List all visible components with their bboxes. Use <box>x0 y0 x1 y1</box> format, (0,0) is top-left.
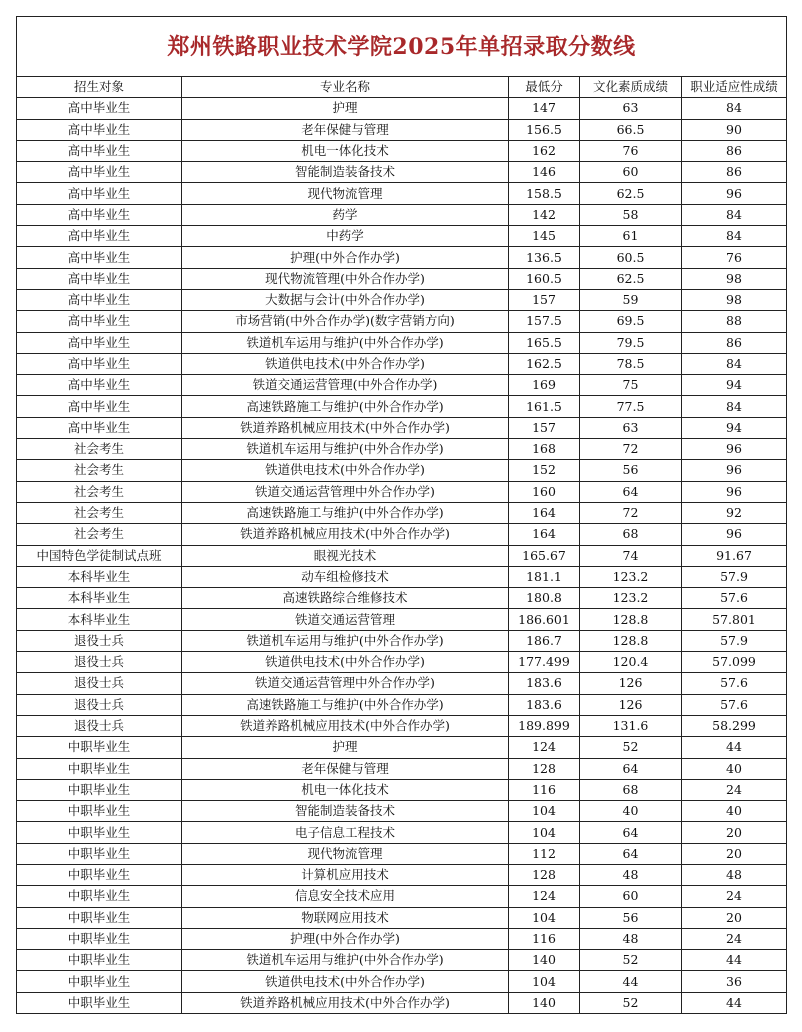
major-cell: 铁道机车运用与维护(中外合作办学) <box>182 950 509 971</box>
major-cell: 智能制造装备技术 <box>182 162 509 183</box>
aptitude-score-cell: 24 <box>682 779 787 800</box>
category-cell: 高中毕业生 <box>17 417 182 438</box>
min-score-cell: 124 <box>509 737 580 758</box>
table-row <box>17 758 787 779</box>
min-score-cell: 183.6 <box>509 694 580 715</box>
table-row <box>17 630 787 651</box>
category-cell: 高中毕业生 <box>17 98 182 119</box>
culture-score-cell: 123.2 <box>580 566 682 587</box>
major-cell: 铁道机车运用与维护(中外合作办学) <box>182 439 509 460</box>
aptitude-score-cell: 20 <box>682 822 787 843</box>
table-row <box>17 779 787 800</box>
min-score-cell: 142 <box>509 204 580 225</box>
major-cell: 护理(中外合作办学) <box>182 928 509 949</box>
category-cell: 高中毕业生 <box>17 140 182 161</box>
major-cell: 高速铁路施工与维护(中外合作办学) <box>182 396 509 417</box>
table-row <box>17 98 787 119</box>
category-cell: 中职毕业生 <box>17 801 182 822</box>
category-cell: 中职毕业生 <box>17 779 182 800</box>
min-score-cell: 124 <box>509 886 580 907</box>
culture-score-cell: 74 <box>580 545 682 566</box>
table-row <box>17 652 787 673</box>
table-row <box>17 609 787 630</box>
culture-score-cell: 62.5 <box>580 268 682 289</box>
aptitude-score-cell: 44 <box>682 737 787 758</box>
culture-score-cell: 64 <box>580 843 682 864</box>
aptitude-score-cell: 94 <box>682 417 787 438</box>
table-row <box>17 971 787 992</box>
culture-score-cell: 123.2 <box>580 588 682 609</box>
aptitude-score-cell: 92 <box>682 502 787 523</box>
culture-score-cell: 48 <box>580 864 682 885</box>
major-cell: 铁道供电技术(中外合作办学) <box>182 652 509 673</box>
culture-score-cell: 64 <box>580 481 682 502</box>
culture-score-cell: 60.5 <box>580 247 682 268</box>
aptitude-score-cell: 57.9 <box>682 630 787 651</box>
major-cell: 现代物流管理 <box>182 843 509 864</box>
table-row <box>17 289 787 310</box>
table-row <box>17 864 787 885</box>
category-cell: 高中毕业生 <box>17 247 182 268</box>
min-score-cell: 169 <box>509 375 580 396</box>
table-row <box>17 502 787 523</box>
major-cell: 铁道交通运营管理中外合作办学) <box>182 481 509 502</box>
table-row <box>17 715 787 736</box>
min-score-cell: 168 <box>509 439 580 460</box>
min-score-cell: 162.5 <box>509 353 580 374</box>
category-cell: 本科毕业生 <box>17 566 182 587</box>
aptitude-score-cell: 90 <box>682 119 787 140</box>
min-score-cell: 164 <box>509 524 580 545</box>
major-cell: 物联网应用技术 <box>182 907 509 928</box>
aptitude-score-cell: 57.6 <box>682 588 787 609</box>
major-cell: 护理 <box>182 737 509 758</box>
min-score-cell: 145 <box>509 226 580 247</box>
aptitude-score-cell: 20 <box>682 843 787 864</box>
culture-score-cell: 40 <box>580 801 682 822</box>
aptitude-score-cell: 86 <box>682 332 787 353</box>
major-cell: 中药学 <box>182 226 509 247</box>
major-cell: 眼视光技术 <box>182 545 509 566</box>
major-cell: 护理(中外合作办学) <box>182 247 509 268</box>
aptitude-score-cell: 98 <box>682 289 787 310</box>
major-cell: 市场营销(中外合作办学)(数字营销方向) <box>182 311 509 332</box>
category-cell: 高中毕业生 <box>17 183 182 204</box>
category-cell: 退役士兵 <box>17 652 182 673</box>
header-min-score: 最低分 <box>509 77 580 98</box>
table-row <box>17 268 787 289</box>
min-score-cell: 180.8 <box>509 588 580 609</box>
major-cell: 铁道养路机械应用技术(中外合作办学) <box>182 524 509 545</box>
culture-score-cell: 52 <box>580 737 682 758</box>
category-cell: 高中毕业生 <box>17 375 182 396</box>
table-row <box>17 162 787 183</box>
score-table <box>16 16 787 1014</box>
culture-score-cell: 44 <box>580 971 682 992</box>
aptitude-score-cell: 84 <box>682 396 787 417</box>
category-cell: 高中毕业生 <box>17 119 182 140</box>
aptitude-score-cell: 98 <box>682 268 787 289</box>
min-score-cell: 164 <box>509 502 580 523</box>
culture-score-cell: 56 <box>580 907 682 928</box>
category-cell: 本科毕业生 <box>17 588 182 609</box>
table-row <box>17 353 787 374</box>
min-score-cell: 136.5 <box>509 247 580 268</box>
major-cell: 高速铁路施工与维护(中外合作办学) <box>182 502 509 523</box>
table-row <box>17 332 787 353</box>
aptitude-score-cell: 84 <box>682 353 787 374</box>
culture-score-cell: 128.8 <box>580 609 682 630</box>
category-cell: 退役士兵 <box>17 673 182 694</box>
major-cell: 动车组检修技术 <box>182 566 509 587</box>
min-score-cell: 140 <box>509 950 580 971</box>
min-score-cell: 160 <box>509 481 580 502</box>
culture-score-cell: 66.5 <box>580 119 682 140</box>
major-cell: 铁道交通运营管理中外合作办学) <box>182 673 509 694</box>
culture-score-cell: 68 <box>580 779 682 800</box>
min-score-cell: 186.7 <box>509 630 580 651</box>
category-cell: 高中毕业生 <box>17 162 182 183</box>
category-cell: 高中毕业生 <box>17 226 182 247</box>
header-category: 招生对象 <box>17 77 182 98</box>
aptitude-score-cell: 84 <box>682 226 787 247</box>
aptitude-score-cell: 44 <box>682 950 787 971</box>
category-cell: 中职毕业生 <box>17 886 182 907</box>
min-score-cell: 152 <box>509 460 580 481</box>
table-row <box>17 992 787 1013</box>
aptitude-score-cell: 24 <box>682 928 787 949</box>
table-row <box>17 439 787 460</box>
culture-score-cell: 72 <box>580 439 682 460</box>
category-cell: 退役士兵 <box>17 694 182 715</box>
aptitude-score-cell: 96 <box>682 439 787 460</box>
aptitude-score-cell: 20 <box>682 907 787 928</box>
min-score-cell: 157.5 <box>509 311 580 332</box>
major-cell: 铁道供电技术(中外合作办学) <box>182 460 509 481</box>
major-cell: 计算机应用技术 <box>182 864 509 885</box>
min-score-cell: 165.67 <box>509 545 580 566</box>
culture-score-cell: 75 <box>580 375 682 396</box>
table-row <box>17 801 787 822</box>
culture-score-cell: 62.5 <box>580 183 682 204</box>
min-score-cell: 104 <box>509 907 580 928</box>
aptitude-score-cell: 91.67 <box>682 545 787 566</box>
category-cell: 中职毕业生 <box>17 758 182 779</box>
major-cell: 现代物流管理(中外合作办学) <box>182 268 509 289</box>
culture-score-cell: 120.4 <box>580 652 682 673</box>
min-score-cell: 140 <box>509 992 580 1013</box>
table-row <box>17 226 787 247</box>
major-cell: 老年保健与管理 <box>182 758 509 779</box>
page-title: 郑州铁路职业技术学院2025年单招录取分数线 <box>17 17 787 77</box>
category-cell: 中国特色学徒制试点班 <box>17 545 182 566</box>
min-score-cell: 116 <box>509 779 580 800</box>
category-cell: 本科毕业生 <box>17 609 182 630</box>
aptitude-score-cell: 48 <box>682 864 787 885</box>
table-body <box>17 98 787 1014</box>
min-score-cell: 147 <box>509 98 580 119</box>
min-score-cell: 160.5 <box>509 268 580 289</box>
min-score-cell: 146 <box>509 162 580 183</box>
major-cell: 信息安全技术应用 <box>182 886 509 907</box>
culture-score-cell: 63 <box>580 417 682 438</box>
major-cell: 老年保健与管理 <box>182 119 509 140</box>
min-score-cell: 165.5 <box>509 332 580 353</box>
min-score-cell: 128 <box>509 864 580 885</box>
table-row <box>17 481 787 502</box>
category-cell: 高中毕业生 <box>17 311 182 332</box>
category-cell: 中职毕业生 <box>17 928 182 949</box>
min-score-cell: 186.601 <box>509 609 580 630</box>
aptitude-score-cell: 96 <box>682 481 787 502</box>
culture-score-cell: 61 <box>580 226 682 247</box>
table-row <box>17 545 787 566</box>
category-cell: 中职毕业生 <box>17 737 182 758</box>
min-score-cell: 157 <box>509 417 580 438</box>
culture-score-cell: 56 <box>580 460 682 481</box>
table-row <box>17 460 787 481</box>
major-cell: 护理 <box>182 98 509 119</box>
major-cell: 机电一体化技术 <box>182 779 509 800</box>
category-cell: 高中毕业生 <box>17 268 182 289</box>
min-score-cell: 181.1 <box>509 566 580 587</box>
culture-score-cell: 131.6 <box>580 715 682 736</box>
table-row <box>17 417 787 438</box>
table-row <box>17 140 787 161</box>
min-score-cell: 112 <box>509 843 580 864</box>
table-row <box>17 928 787 949</box>
major-cell: 铁道交通运营管理(中外合作办学) <box>182 375 509 396</box>
major-cell: 铁道养路机械应用技术(中外合作办学) <box>182 715 509 736</box>
category-cell: 中职毕业生 <box>17 843 182 864</box>
table-row <box>17 822 787 843</box>
culture-score-cell: 58 <box>580 204 682 225</box>
culture-score-cell: 52 <box>580 950 682 971</box>
aptitude-score-cell: 57.801 <box>682 609 787 630</box>
aptitude-score-cell: 40 <box>682 801 787 822</box>
min-score-cell: 162 <box>509 140 580 161</box>
min-score-cell: 104 <box>509 822 580 843</box>
min-score-cell: 189.899 <box>509 715 580 736</box>
table-row <box>17 396 787 417</box>
culture-score-cell: 76 <box>580 140 682 161</box>
category-cell: 高中毕业生 <box>17 396 182 417</box>
culture-score-cell: 60 <box>580 162 682 183</box>
category-cell: 社会考生 <box>17 460 182 481</box>
aptitude-score-cell: 86 <box>682 162 787 183</box>
culture-score-cell: 63 <box>580 98 682 119</box>
culture-score-cell: 128.8 <box>580 630 682 651</box>
aptitude-score-cell: 57.6 <box>682 694 787 715</box>
aptitude-score-cell: 88 <box>682 311 787 332</box>
aptitude-score-cell: 44 <box>682 992 787 1013</box>
min-score-cell: 161.5 <box>509 396 580 417</box>
culture-score-cell: 52 <box>580 992 682 1013</box>
min-score-cell: 177.499 <box>509 652 580 673</box>
aptitude-score-cell: 84 <box>682 98 787 119</box>
aptitude-score-cell: 84 <box>682 204 787 225</box>
title-row <box>17 17 787 77</box>
culture-score-cell: 48 <box>580 928 682 949</box>
aptitude-score-cell: 58.299 <box>682 715 787 736</box>
category-cell: 社会考生 <box>17 502 182 523</box>
table-row <box>17 950 787 971</box>
culture-score-cell: 79.5 <box>580 332 682 353</box>
table-row <box>17 204 787 225</box>
table-row <box>17 907 787 928</box>
major-cell: 铁道供电技术(中外合作办学) <box>182 353 509 374</box>
aptitude-score-cell: 96 <box>682 183 787 204</box>
category-cell: 社会考生 <box>17 439 182 460</box>
culture-score-cell: 69.5 <box>580 311 682 332</box>
table-row <box>17 673 787 694</box>
aptitude-score-cell: 94 <box>682 375 787 396</box>
category-cell: 中职毕业生 <box>17 907 182 928</box>
culture-score-cell: 64 <box>580 822 682 843</box>
major-cell: 高速铁路综合维修技术 <box>182 588 509 609</box>
category-cell: 退役士兵 <box>17 630 182 651</box>
table-row <box>17 566 787 587</box>
category-cell: 退役士兵 <box>17 715 182 736</box>
aptitude-score-cell: 57.6 <box>682 673 787 694</box>
table-row <box>17 119 787 140</box>
major-cell: 铁道交通运营管理 <box>182 609 509 630</box>
major-cell: 电子信息工程技术 <box>182 822 509 843</box>
culture-score-cell: 126 <box>580 694 682 715</box>
culture-score-cell: 68 <box>580 524 682 545</box>
aptitude-score-cell: 86 <box>682 140 787 161</box>
culture-score-cell: 78.5 <box>580 353 682 374</box>
major-cell: 机电一体化技术 <box>182 140 509 161</box>
major-cell: 高速铁路施工与维护(中外合作办学) <box>182 694 509 715</box>
aptitude-score-cell: 76 <box>682 247 787 268</box>
header-row <box>17 77 787 98</box>
category-cell: 中职毕业生 <box>17 864 182 885</box>
culture-score-cell: 60 <box>580 886 682 907</box>
table-row <box>17 311 787 332</box>
table-row <box>17 375 787 396</box>
table-row <box>17 886 787 907</box>
table-row <box>17 737 787 758</box>
table-row <box>17 524 787 545</box>
category-cell: 社会考生 <box>17 481 182 502</box>
header-major: 专业名称 <box>182 77 509 98</box>
category-cell: 高中毕业生 <box>17 353 182 374</box>
aptitude-score-cell: 24 <box>682 886 787 907</box>
major-cell: 铁道机车运用与维护(中外合作办学) <box>182 332 509 353</box>
score-sheet <box>16 16 786 1014</box>
min-score-cell: 156.5 <box>509 119 580 140</box>
major-cell: 大数据与会计(中外合作办学) <box>182 289 509 310</box>
culture-score-cell: 64 <box>580 758 682 779</box>
min-score-cell: 116 <box>509 928 580 949</box>
major-cell: 现代物流管理 <box>182 183 509 204</box>
min-score-cell: 157 <box>509 289 580 310</box>
header-culture-score: 文化素质成绩 <box>580 77 682 98</box>
culture-score-cell: 72 <box>580 502 682 523</box>
aptitude-score-cell: 96 <box>682 524 787 545</box>
major-cell: 铁道养路机械应用技术(中外合作办学) <box>182 417 509 438</box>
table-row <box>17 694 787 715</box>
aptitude-score-cell: 40 <box>682 758 787 779</box>
min-score-cell: 104 <box>509 801 580 822</box>
aptitude-score-cell: 96 <box>682 460 787 481</box>
major-cell: 药学 <box>182 204 509 225</box>
min-score-cell: 158.5 <box>509 183 580 204</box>
major-cell: 铁道供电技术(中外合作办学) <box>182 971 509 992</box>
table-row <box>17 843 787 864</box>
min-score-cell: 104 <box>509 971 580 992</box>
category-cell: 高中毕业生 <box>17 289 182 310</box>
min-score-cell: 128 <box>509 758 580 779</box>
category-cell: 中职毕业生 <box>17 992 182 1013</box>
major-cell: 智能制造装备技术 <box>182 801 509 822</box>
table-row <box>17 588 787 609</box>
table-row <box>17 183 787 204</box>
header-aptitude-score: 职业适应性成绩 <box>682 77 787 98</box>
min-score-cell: 183.6 <box>509 673 580 694</box>
category-cell: 中职毕业生 <box>17 971 182 992</box>
culture-score-cell: 77.5 <box>580 396 682 417</box>
aptitude-score-cell: 36 <box>682 971 787 992</box>
aptitude-score-cell: 57.099 <box>682 652 787 673</box>
category-cell: 高中毕业生 <box>17 204 182 225</box>
category-cell: 社会考生 <box>17 524 182 545</box>
category-cell: 中职毕业生 <box>17 950 182 971</box>
culture-score-cell: 126 <box>580 673 682 694</box>
aptitude-score-cell: 57.9 <box>682 566 787 587</box>
major-cell: 铁道养路机械应用技术(中外合作办学) <box>182 992 509 1013</box>
table-row <box>17 247 787 268</box>
culture-score-cell: 59 <box>580 289 682 310</box>
major-cell: 铁道机车运用与维护(中外合作办学) <box>182 630 509 651</box>
category-cell: 高中毕业生 <box>17 332 182 353</box>
category-cell: 中职毕业生 <box>17 822 182 843</box>
